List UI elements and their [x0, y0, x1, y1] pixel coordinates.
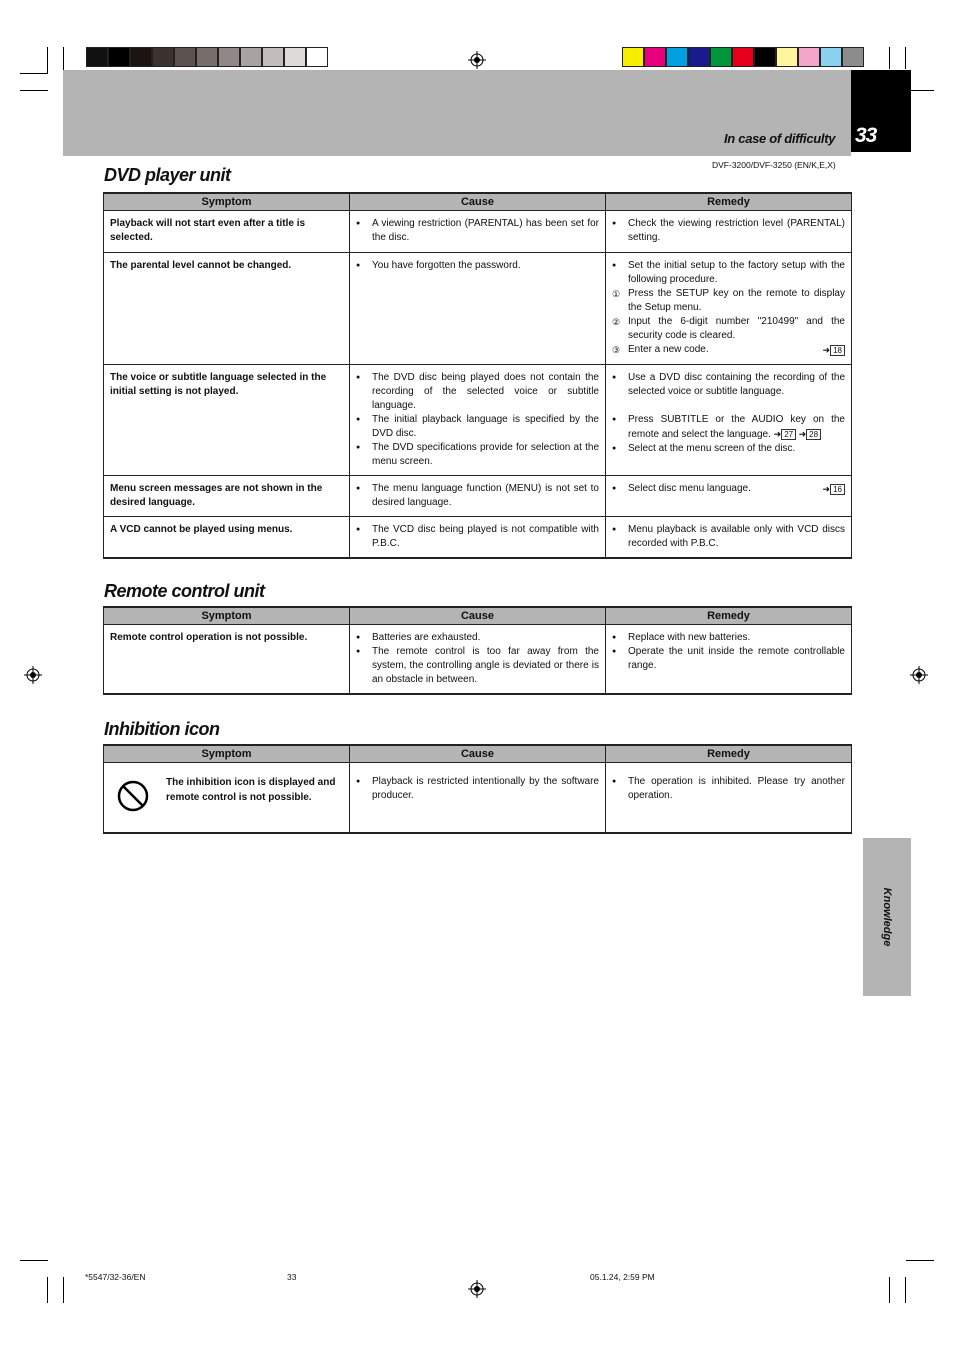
remedy-item: ● Select at the menu screen of the disc.: [612, 442, 845, 456]
color-swatch: [754, 47, 776, 67]
color-swatch: [262, 47, 284, 67]
remedy-cell: [606, 365, 852, 476]
registration-mark-icon: [468, 1280, 486, 1298]
cause-cell: [350, 517, 606, 559]
color-swatch: [284, 47, 306, 67]
remedy-item: ● Check the viewing restriction level (PARENTAL) setting.: [612, 217, 845, 245]
dvd-section-title: DVD player unit: [104, 165, 231, 185]
cause-item: ● Playback is restricted intentionally by the software producer.: [356, 775, 599, 803]
cause-cell: [350, 625, 606, 695]
symptom-cell: [104, 763, 350, 833]
color-swatch: [152, 47, 174, 67]
crop-mark: [20, 73, 48, 74]
cause-item: ● You have forgotten the password.: [356, 259, 599, 273]
color-swatch: [710, 47, 732, 67]
registration-mark-icon: [910, 666, 928, 684]
crop-mark: [889, 1277, 890, 1303]
cause-item: ● A viewing restriction (PARENTAL) has been set for the disc.: [356, 217, 599, 245]
color-swatch: [644, 47, 666, 67]
registration-mark-icon: [24, 666, 42, 684]
color-swatch: [666, 47, 688, 67]
color-swatch: [732, 47, 754, 67]
color-swatch: [240, 47, 262, 67]
cause-header: Cause: [350, 607, 606, 625]
color-swatch: [108, 47, 130, 67]
crop-mark: [63, 1277, 64, 1303]
footer-timestamp: 05.1.24, 2:59 PM: [590, 1272, 655, 1282]
page-number: 33: [851, 70, 911, 152]
inhibition-section-title: Inhibition icon: [104, 719, 220, 739]
symptom-cell: Remote control operation is not possible.: [104, 625, 350, 695]
footer-page-number: 33: [287, 1272, 297, 1282]
crop-mark: [905, 47, 906, 69]
registration-mark-icon: [468, 51, 486, 69]
symptom-cell: The parental level cannot be changed.: [104, 253, 350, 365]
remedy-item: ● Operate the unit inside the remote controllable range.: [612, 645, 845, 673]
page-ref: ➜ 18: [823, 343, 845, 358]
color-swatch: [86, 47, 108, 67]
color-swatch: [306, 47, 328, 67]
remedy-cell: [606, 517, 852, 559]
remote-troubleshoot-table: [103, 606, 852, 695]
remote-section-title: Remote control unit: [104, 581, 265, 601]
step-number: ①: [612, 289, 621, 299]
step-number: ②: [612, 317, 621, 327]
color-swatch: [196, 47, 218, 67]
step-number: ③: [612, 345, 621, 355]
footer-doc-code: *5547/32-36/EN: [85, 1272, 146, 1282]
remedy-item: ● Menu playback is available only with VCD discs recorded with P.B.C.: [612, 523, 845, 551]
crop-mark: [906, 1260, 934, 1261]
remedy-step: [612, 343, 845, 357]
cause-item: ● The remote control is too far away from the system, the controlling angle is deviated or there is an obstacle in between.: [356, 645, 599, 687]
crop-mark: [20, 1260, 48, 1261]
remedy-item: ● Set the initial setup to the factory setup with the following procedure.: [612, 259, 845, 287]
step-text: Enter a new code.: [628, 344, 709, 355]
color-swatch: [218, 47, 240, 67]
page-ref: ➜ 16: [823, 482, 845, 497]
remedy-step: [612, 287, 845, 315]
symptom-header: Symptom: [104, 193, 350, 211]
cause-cell: [350, 211, 606, 253]
remedy-item: ● The operation is inhibited. Please try another operation.: [612, 775, 845, 803]
cause-item: ● Batteries are exhausted.: [356, 631, 599, 645]
remedy-header: Remedy: [606, 607, 852, 625]
cause-cell: [350, 476, 606, 517]
table-row: [104, 211, 852, 253]
color-swatch: [688, 47, 710, 67]
page-ref: ➜ 27 ➜ 28: [774, 429, 821, 439]
cause-cell: [350, 763, 606, 833]
crop-mark: [47, 1277, 48, 1303]
table-row: [104, 253, 852, 365]
cause-item: ● The DVD disc being played does not contain the recording of the selected voice or subtitle language.: [356, 371, 599, 413]
remedy-cell: [606, 476, 852, 517]
symptom-cell: A VCD cannot be played using menus.: [104, 517, 350, 559]
symptom-cell: The voice or subtitle language selected in the initial setting is not played.: [104, 365, 350, 476]
inhibition-troubleshoot-table: [103, 744, 852, 834]
symptom-header: Symptom: [104, 745, 350, 763]
crop-mark: [908, 90, 934, 91]
knowledge-tab: [863, 838, 911, 996]
remedy-cell: [606, 253, 852, 365]
symptom-text: The inhibition icon is displayed and remote control is not possible.: [166, 777, 336, 803]
table-row: [104, 365, 852, 476]
cause-item: ● The VCD disc being played is not compatible with P.B.C.: [356, 523, 599, 551]
model-number: DVF-3200/DVF-3250 (EN/K,E,X): [712, 160, 836, 170]
crop-mark: [47, 47, 48, 73]
cause-header: Cause: [350, 745, 606, 763]
cause-header: Cause: [350, 193, 606, 211]
remedy-header: Remedy: [606, 193, 852, 211]
symptom-cell: Playback will not start even after a title is selected.: [104, 211, 350, 253]
step-text: Press the SETUP key on the remote to display the Setup menu.: [628, 288, 845, 313]
color-swatch: [622, 47, 644, 67]
remedy-cell: [606, 625, 852, 695]
remedy-cell: [606, 211, 852, 253]
inhibition-icon: [116, 779, 150, 813]
crop-mark: [889, 47, 890, 69]
section-heading: In case of difficulty: [724, 131, 836, 146]
remedy-item: ● Press SUBTITLE or the AUDIO key on the remote and select the language. ➜ 27 ➜ 28: [612, 413, 845, 442]
color-swatch: [776, 47, 798, 67]
step-text: Input the 6-digit number "210499" and the security code is cleared.: [628, 316, 845, 341]
color-swatch: [130, 47, 152, 67]
table-row: [104, 517, 852, 559]
remedy-item: ● Use a DVD disc containing the recording of the selected voice or subtitle language.: [612, 371, 845, 399]
symptom-header: Symptom: [104, 607, 350, 625]
remedy-item: ● Select disc menu language. ➜ 16: [612, 482, 845, 496]
remedy-cell: [606, 763, 852, 833]
crop-mark: [905, 1277, 906, 1303]
table-row: [104, 763, 852, 833]
cause-item: ● The menu language function (MENU) is not set to desired language.: [356, 482, 599, 510]
knowledge-tab-label: Knowledge: [881, 887, 893, 947]
table-row: [104, 476, 852, 517]
color-swatch: [820, 47, 842, 67]
remedy-step: [612, 315, 845, 343]
color-swatch: [842, 47, 864, 67]
remedy-item: ● Replace with new batteries.: [612, 631, 845, 645]
cause-cell: [350, 365, 606, 476]
dvd-troubleshoot-table: [103, 192, 852, 559]
cause-item: ● The initial playback language is specified by the DVD disc.: [356, 413, 599, 441]
cause-item: ● The DVD specifications provide for selection at the menu screen.: [356, 441, 599, 469]
crop-mark: [20, 90, 48, 91]
symptom-cell: Menu screen messages are not shown in the desired language.: [104, 476, 350, 517]
color-swatch: [174, 47, 196, 67]
remedy-header: Remedy: [606, 745, 852, 763]
color-swatch: [798, 47, 820, 67]
table-row: [104, 625, 852, 695]
cause-cell: [350, 253, 606, 365]
